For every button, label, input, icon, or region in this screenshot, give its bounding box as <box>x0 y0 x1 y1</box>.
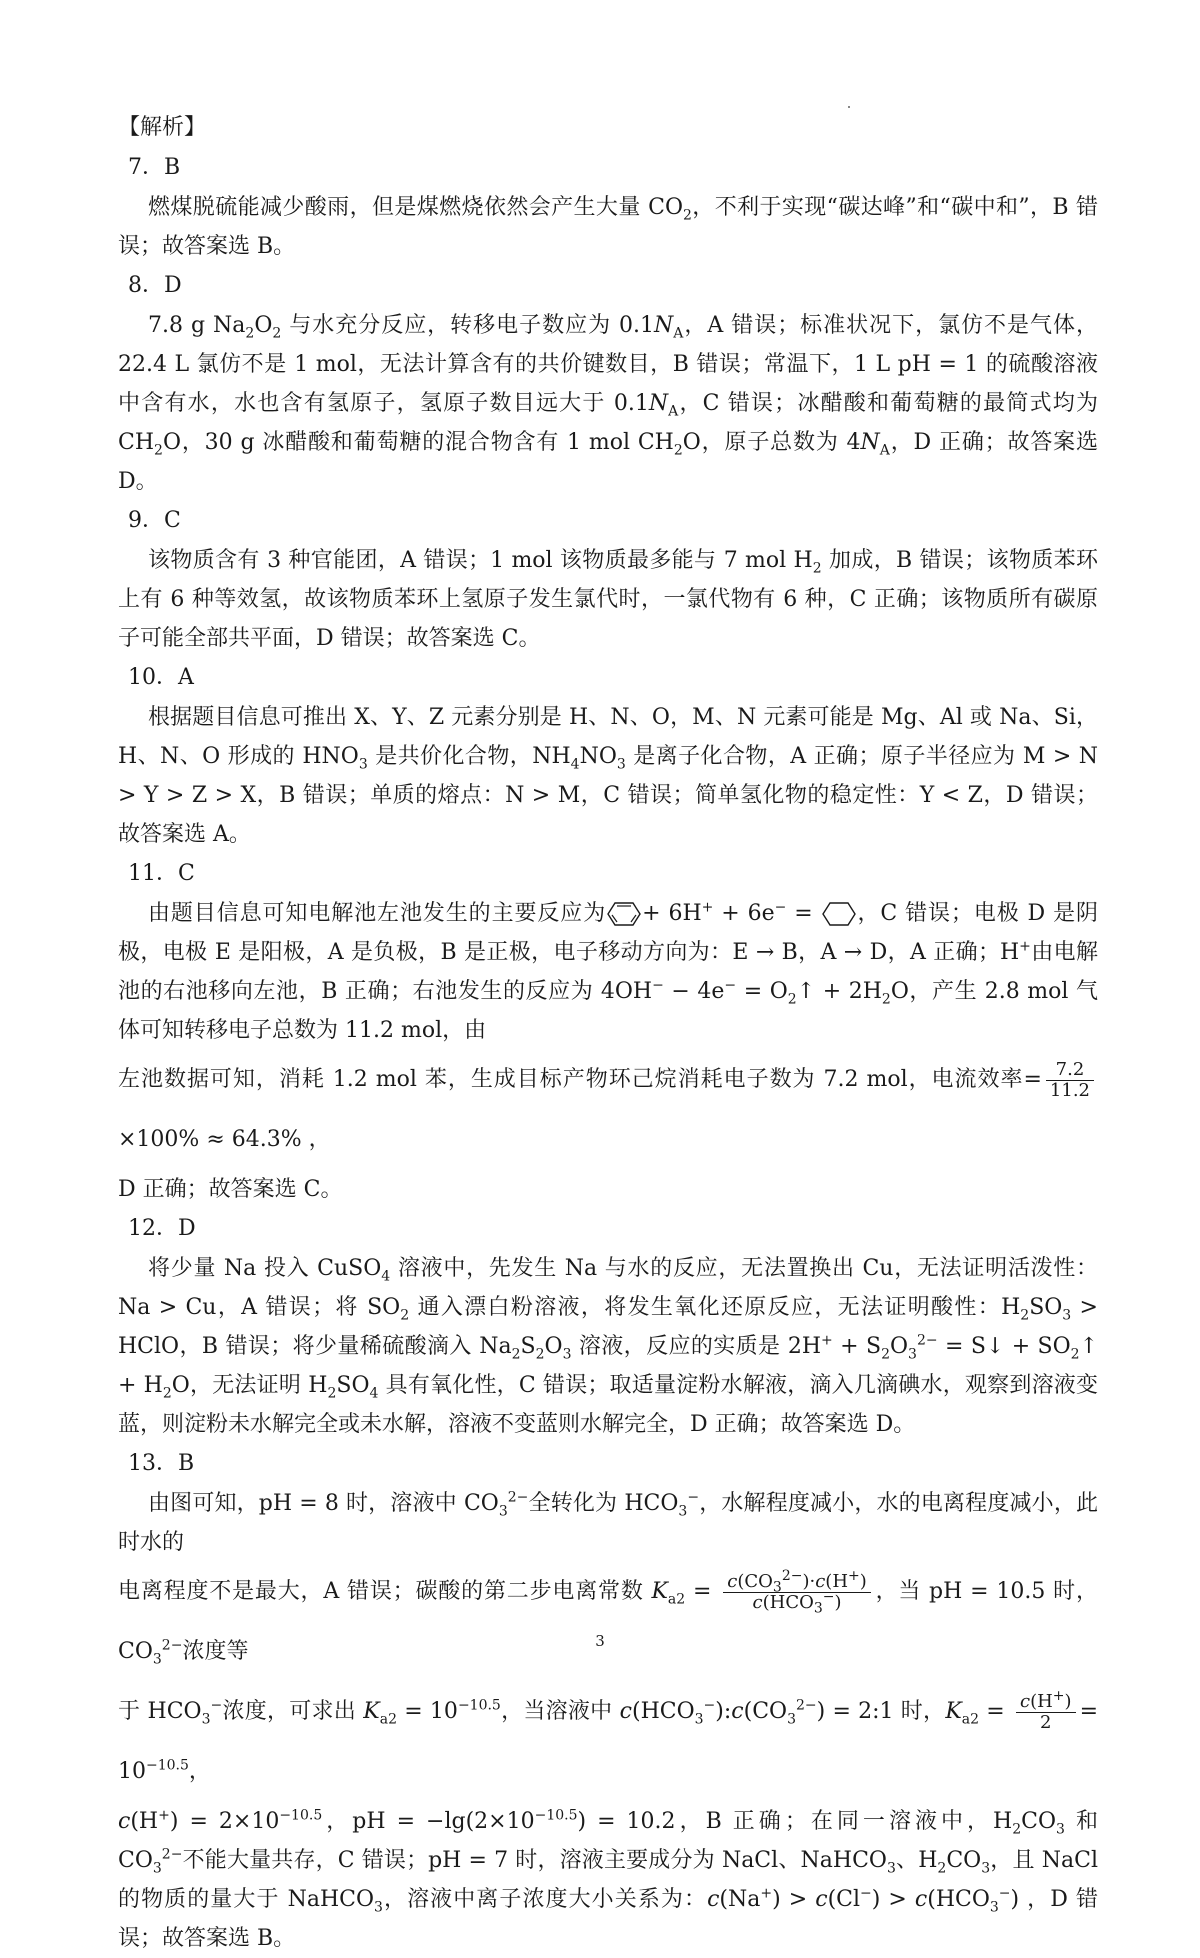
question-13-answer: 13．B <box>128 1451 195 1476</box>
question-7-answer: 7．B <box>128 155 181 180</box>
question-11-answer: 11．C <box>128 861 195 886</box>
question-7-explanation: 燃煤脱硫能减少酸雨，但是煤燃烧依然会产生大量 $CO_2$，不利于实现“碳达峰”和“碳中和”，B 错误；故答案选 B。 <box>118 195 1098 259</box>
analysis-page <box>118 108 1098 1958</box>
question-8-answer: 8．D <box>128 273 182 298</box>
question-13-explanation: 由图可知，pH = 8 时，溶液中 $CO_3^{2-}$全转化为 $HCO_3^-$，水解程度减小，水的电离程度减小，此时水的 电离程度不是最大，A 错误；碳酸的第二步电离常数 $K_{a2}$ = $\frac{c(CO_3^{2-})\cdot c(H^+)}{c(HCO_3^-)}$ ，当 pH = 10.5 时，$CO_3^{2-}$浓度等 于 $HCO_3^-$浓度，可求出 $K_{a2} = 10^{-10.5}$，当溶液中 $c(HCO_3^-):c(CO_3^{2-})$ = 2:1 时，$K_{a2}$ = $\frac{c(H^+)}{2}$ = $10^{-10.5}$， $c(H^+) = 2\times 10^{-10.5}$，pH = $-\lg(2\times 10^{-10.5}) = 10.2$，B 正确；在同一溶液中，$H_2CO_3$ 和 $CO_3^{2-}$不能大量共存，C 错误；pH = 7 时，溶液主要成分为 NaCl、NaHCO$_3$、$H_2CO_3$，且 NaCl 的物质的量大于 NaHCO$_3$，溶液中离子浓度大小关系为：$c(Na^+) > c(Cl^-) > c(HCO_3^-)$ ，D 错误；故答案选 B。 <box>118 1489 1099 1951</box>
benzene-ring-icon <box>606 901 642 927</box>
question-12-explanation: 将少量 Na 投入 CuSO$_4$ 溶液中，先发生 Na 与水的反应，无法置换出 Cu，无法证明活泼性：Na > Cu，A 错误；将 $SO_2$ 通入漂白粉溶液，将发生氧化还原反应，无法证明酸性：$H_2SO_3$ > HClO，B 错误；将少量稀硫酸滴入 $Na_2S_2O_3$ 溶液，反应的实质是 $2H^+ + S_2O_3^{2-}$ = S↓ + $SO_2↑ + H_2O$，无法证明 $H_2SO_4$ 具有氧化性，C 错误；取适量淀粉水解液，滴入几滴碘水，观察到溶液变蓝，则淀粉未水解完全或未水解，溶液不变蓝则水解完全，D 正确；故答案选 D。 <box>118 1256 1099 1437</box>
question-11-explanation: 由题目信息可知电解池左池发生的主要反应为 + 6H+ + 6e− = ，C 错误；电极 D 是阴极，电极 E 是阳极，A 是负极，B 是正极，电子移动方向为：E → B，A → D，A 正确；H+由电解池的右池移向左池，B 正确；右池发生的反应为 $4OH^- - 4e^- = O_2↑ + 2H_2O$，产生 2.8 mol 气体可知转移电子总数为 11.2 mol，由 左池数据可知，消耗 1.2 mol 苯，生成目标产物环己烷消耗电子数为 7.2 mol，电流效率= $\frac{7.2}{11.2}$ ×100% ≈ 64.3% ， D 正确；故答案选 C。 <box>118 899 1098 1202</box>
efficiency-fraction: $\frac{7.2}{11.2}$ <box>1046 1060 1094 1101</box>
question-10-answer: 10．A <box>128 665 194 690</box>
ka2-fraction: $\frac{c(CO_3^{2-})\cdot c(H^+)}{c(HCO_3^-)}$ <box>723 1572 871 1613</box>
ka2-half-fraction: $\frac{c(H^+)}{2}$ <box>1016 1692 1076 1733</box>
question-9-answer: 9．C <box>128 508 181 533</box>
page-number: 3 <box>595 1632 605 1650</box>
cyclohexane-ring-icon <box>821 901 857 927</box>
question-8-explanation: 7.8 g $Na_2O_2$ 与水充分反应，转移电子数应为 $0.1N_A$，A 错误；标准状况下，氯仿不是气体，22.4 L 氯仿不是 1 mol，无法计算含有的共价键数目，B 错误；常温下，1 L pH = 1 的硫酸溶液中含有水，水也含有氢原子，氢原子数目远大于 $0.1N_A$，C 错误；冰醋酸和葡萄糖的最简式均为 $CH_2O$，30 g 冰醋酸和葡萄糖的混合物含有 1 mol $CH_2O$，原子总数为 $4N_A$，D 正确；故答案选 D。 <box>118 313 1099 494</box>
question-12-answer: 12．D <box>128 1216 196 1241</box>
question-10-explanation: 根据题目信息可推出 X、Y、Z 元素分别是 H、N、O，M、N 元素可能是 Mg、Al 或 Na、Si，H、N、O 形成的 $HNO_3$ 是共价化合物，$NH_4NO_3$ 是离子化合物，A 正确；原子半径应为 M > N > Y > Z > X，B 错误；单质的熔点：N > M，C 错误；简单氢化物的稳定性：Y < Z，D 错误；故答案选 A。 <box>118 705 1098 847</box>
question-9-explanation: 该物质含有 3 种官能团，A 错误；1 mol 该物质最多能与 7 mol $H_2$ 加成，B 错误；该物质苯环上有 6 种等效氢，故该物质苯环上氢原子发生氯代时，一氯代物有 6 种，C 正确；该物质所有碳原子可能全部共平面，D 错误；故答案选 C。 <box>118 548 1099 651</box>
section-heading: 【解析】 <box>118 115 207 140</box>
